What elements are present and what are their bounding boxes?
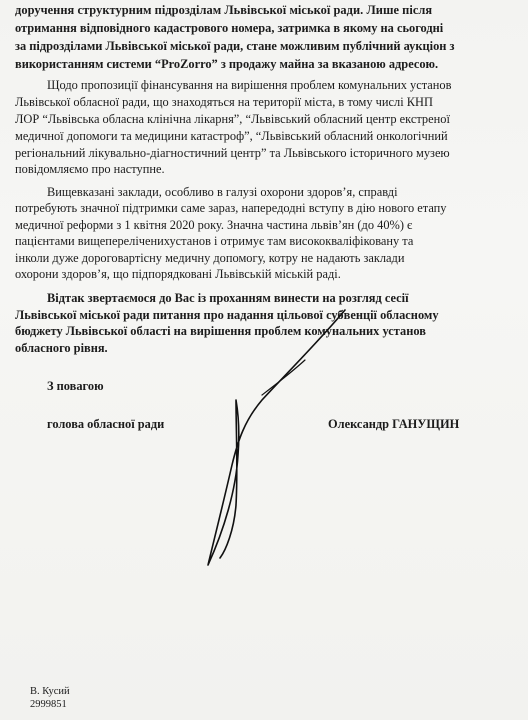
body-line: охорони здоров’я, що підпорядковані Львівській міській раді. [15, 267, 341, 281]
body-line: Львівської обласної ради, що знаходяться на території міста, в тому числі КНП [15, 95, 433, 109]
closing-greeting: З повагою [47, 379, 104, 393]
body-line: Щодо пропозиції фінансування на вирішення проблем комунальних установ [47, 78, 452, 92]
body-line: медичної реформи з 1 квітня 2020 року. Значна частина львів’ян (до 40%) є [15, 218, 413, 232]
body-line: ЛОР “Львівська обласна клінічна лікарня”, “Львівський обласний центр екстреної [15, 112, 450, 126]
signatory-name: Олександр ГАНУЩИН [328, 417, 460, 431]
signatory-position: голова обласної ради [47, 417, 165, 431]
body-line: інколи дуже дороговартісну медичну допомогу, котру не надають заклади [15, 251, 405, 265]
body-line: отримання відповідного кадастрового номера, затримка в якому на сьогодні [15, 21, 444, 35]
body-line: доручення структурним підрозділам Львівської міської ради. Лише після [15, 3, 433, 17]
executor-name: В. Кусий [30, 686, 70, 697]
executor-phone: 2999851 [30, 699, 67, 710]
body-line: медичної допомоги та медицини катастроф”, “Львівський обласний онкологічний [15, 129, 448, 143]
body-line: Відтак звертаємося до Вас із проханням винести на розгляд сесії [47, 291, 409, 305]
body-line: обласного рівня. [15, 341, 108, 355]
body-line: бюджету Львівської області на вирішення проблем комунальних установ [15, 324, 426, 338]
body-line: Львівської міської ради питання про надання цільової субвенції обласному [15, 308, 439, 322]
body-line: регіональний лікувально-діагностичний центр” та Львівського історичного музею [15, 146, 450, 160]
body-line: потребують значної підтримки саме зараз, напередодні вступу в дію нового етапу [15, 201, 447, 215]
body-line: повідомляємо про наступне. [15, 162, 165, 176]
body-line: використанням системи “ProZorro” з продажу майна за вказаною адресою. [15, 57, 439, 71]
body-line: за підрозділами Львівської міської ради, стане можливим публічний аукціон з [15, 39, 455, 53]
body-line: пацієнтами вищепереліченихустанов і отримує там висококваліфіковану та [15, 234, 414, 248]
body-line: Вищевказані заклади, особливо в галузі охорони здоров’я, справді [47, 185, 398, 199]
